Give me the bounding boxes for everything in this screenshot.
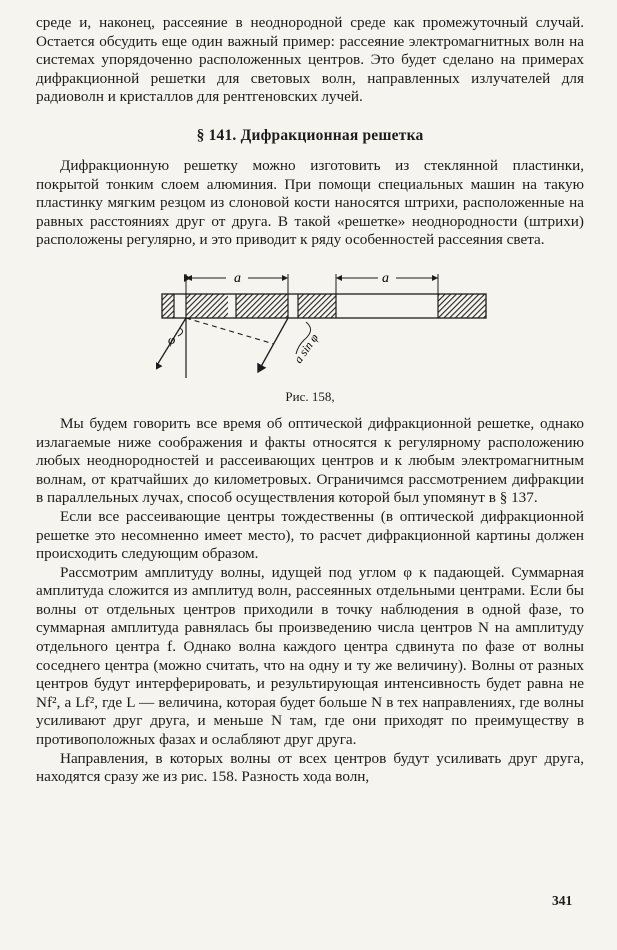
hatched-segment (438, 294, 486, 318)
label-phi: φ (168, 331, 176, 347)
paragraph-1: среде и, наконец, рассеяние в неоднородной среде как промежуточный случай. Остается обсудить еще один важный пример: рассеяние электромагнитных волн на системах упорядоченно расположенных центров. Это будет сделано на примерах дифракционной решетки для световых волн, направленных излучателей для радиоволн и кристаллов для рентгеновских лучей. (36, 14, 584, 106)
label-a-sin-phi: a sin φ (290, 330, 322, 366)
path-difference-line (186, 318, 274, 344)
page-number: 341 (552, 893, 573, 908)
diffracted-ray-2 (258, 318, 288, 372)
hatched-segment (162, 294, 174, 318)
hatched-segment (186, 294, 228, 318)
section-heading: § 141. Дифракционная решетка (196, 126, 424, 144)
label-a-2: a (382, 270, 389, 286)
paragraph-4: Если все рассеивающие центры тождественны (в оптической дифракционной решетке это несомненно имеет место), то расчет дифракционной картины должен происходить следующим образом. (36, 507, 584, 563)
figure-caption: Рис. 158, (285, 388, 335, 404)
diffraction-grating-diagram (156, 260, 496, 385)
hatched-segment (236, 294, 288, 318)
hatched-segment (298, 294, 336, 318)
paragraph-5: Рассмотрим амплитуду волны, идущей под углом φ к падающей. Суммарная амплитуда сложится из амплитуд волн, рассеянных отдельными центрами. Если бы волны от отдельных центров приходили в точку наблюдения в одной фазе, то суммарная амплитуда равнялась бы произведению числа центров N на амплитуду отдельного центра f. Однако волна каждого центра сдвинута по фазе от волны соседнего центра (можно считать, что на одну и ту же величину). Волны от разных центров будут интерферировать, и результирующая интенсивность будет равна не Nf², а Lf², где L — величина, которая будет больше N в тех направлениях, где волны усиливают друг друга, и меньше N там, где они приходят по преимуществу в противоположных фазах и ослабляют друг друга. (36, 563, 584, 749)
paragraph-6: Направления, в которых волны от всех центров будут усиливать друг друга, находятся сразу же из рис. 158. Разность хода волн, (36, 749, 584, 786)
label-a-1: a (234, 270, 241, 286)
page-content (36, 14, 584, 787)
figure-158 (36, 260, 584, 385)
paragraph-3: Мы будем говорить все время об оптической дифракционной решетке, однако излагаемые ниже соображения и факты относятся к регулярному расположению любых неоднородностей и рассеивающих центров и к любым электромагнитным волнам, от кратчайших до километровых. Ограничимся рассмотрением дифракции в параллельных лучах, способ осуществления которой был упомянут в § 137. (36, 414, 584, 507)
paragraph-2: Дифракционную решетку можно изготовить из стеклянной пластинки, покрытой тонким слоем алюминия. При помощи специальных машин на такую пластинку мягким резцом из слоновой кости наносятся штрихи, расположенные на равных расстояниях друг от друга. В такой «решетке» неоднородности (штрихи) расположены регулярно, и это приводит к ряду особенностей рассеяния света. (36, 156, 584, 249)
